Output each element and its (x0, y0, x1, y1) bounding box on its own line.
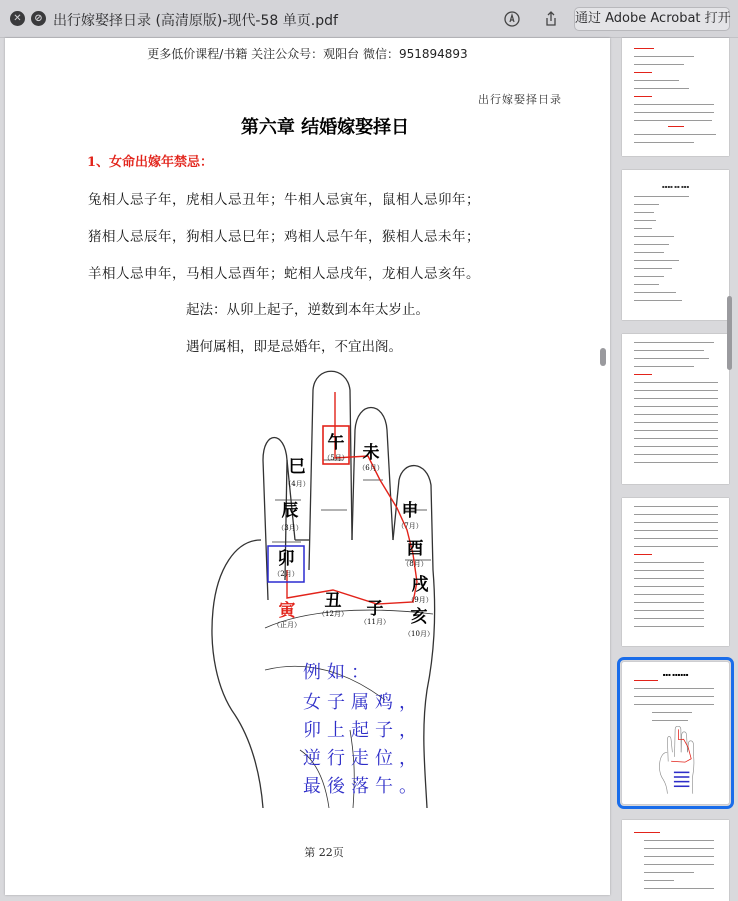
running-head: 出行嫁娶择日录 (478, 93, 562, 106)
text-line-1: 兔相人忌子年，虎相人忌丑年；牛相人忌寅年，鼠相人忌卯年； (88, 192, 480, 208)
thumbnail-page-4[interactable] (622, 498, 729, 646)
month-hai: （10月） (404, 630, 434, 638)
open-in-acrobat-button[interactable]: 通过 Adobe Acrobat 打开 (574, 7, 730, 31)
branch-wei: 未 (362, 443, 380, 463)
main-scrollbar[interactable] (600, 348, 606, 366)
sidebar-scrollbar[interactable] (727, 296, 732, 370)
month-chen: （3月） (277, 524, 303, 532)
example-line-4: 逆行走位， (303, 748, 423, 769)
window-title: 出行嫁娶择日录 (高清原版)-现代-58 单页.pdf (53, 13, 338, 29)
month-wei: （6月） (358, 464, 384, 472)
branch-shen: 申 (401, 501, 419, 521)
hand-diagram (205, 370, 445, 810)
back-icon[interactable]: ⊘ (31, 11, 46, 26)
example-line-3: 卯上起子， (303, 720, 423, 741)
month-wu: （5月） (323, 454, 349, 462)
section-heading: 1、女命出嫁年禁忌： (87, 155, 214, 170)
thumbnail-page-23[interactable] (622, 820, 729, 901)
example-line-5: 最後落午。 (303, 776, 423, 797)
branch-chou: 丑 (324, 591, 342, 611)
thumbnail-page-2[interactable]: ▪▪▪▪ ▪▪ ▪▪▪ (622, 170, 729, 320)
text-line-3: 羊相人忌申年，马相人忌酉年；蛇相人忌戌年，龙相人忌亥年。 (88, 266, 480, 282)
rule-line: 遇何属相，即是忌婚年，不宜出阁。 (186, 339, 402, 355)
pdf-page (5, 38, 610, 895)
chapter-title: 第六章 结婚嫁娶择日 (240, 117, 410, 138)
markup-pen-icon[interactable] (503, 10, 521, 28)
example-line-1: 例如： (303, 662, 375, 683)
branch-xu: 戌 (411, 575, 429, 595)
method-line: 起法：从卯上起子，逆数到本年太岁止。 (186, 302, 429, 318)
month-zi: （11月） (360, 618, 390, 626)
branch-you: 酉 (406, 539, 424, 559)
title-bar (0, 0, 738, 38)
example-line-2: 女子属鸡， (303, 692, 423, 713)
branch-wu: 午 (327, 433, 345, 453)
month-shen: （7月） (397, 522, 423, 530)
month-you: （8月） (402, 560, 428, 568)
share-icon[interactable] (542, 10, 560, 28)
month-si: （4月） (284, 480, 310, 488)
branch-yin: 寅 (278, 601, 296, 621)
month-yin: （正月） (273, 621, 301, 629)
branch-hai: 亥 (410, 607, 428, 627)
branch-mao: 卯 (277, 549, 295, 569)
promo-line: 更多低价课程/书籍 关注公众号：观阳台 微信：951894893 (147, 47, 468, 61)
thumbnail-page-1[interactable] (622, 38, 729, 156)
branch-zi: 子 (366, 599, 384, 619)
month-chou: （12月） (318, 610, 348, 618)
month-mao: （2月） (273, 570, 299, 578)
page-number: 第 22页 (304, 846, 344, 859)
thumbnail-page-3[interactable] (622, 334, 729, 484)
month-xu: （9月） (407, 596, 433, 604)
text-line-2: 猪相人忌辰年，狗相人忌巳年；鸡相人忌午年，猴相人忌未年； (88, 229, 480, 245)
branch-chen: 辰 (281, 501, 299, 521)
branch-si: 巳 (288, 457, 306, 477)
close-icon[interactable]: ✕ (10, 11, 25, 26)
thumbnail-page-22-current[interactable]: ▪▪▪ ▪▪▪▪▪▪ (622, 662, 729, 804)
